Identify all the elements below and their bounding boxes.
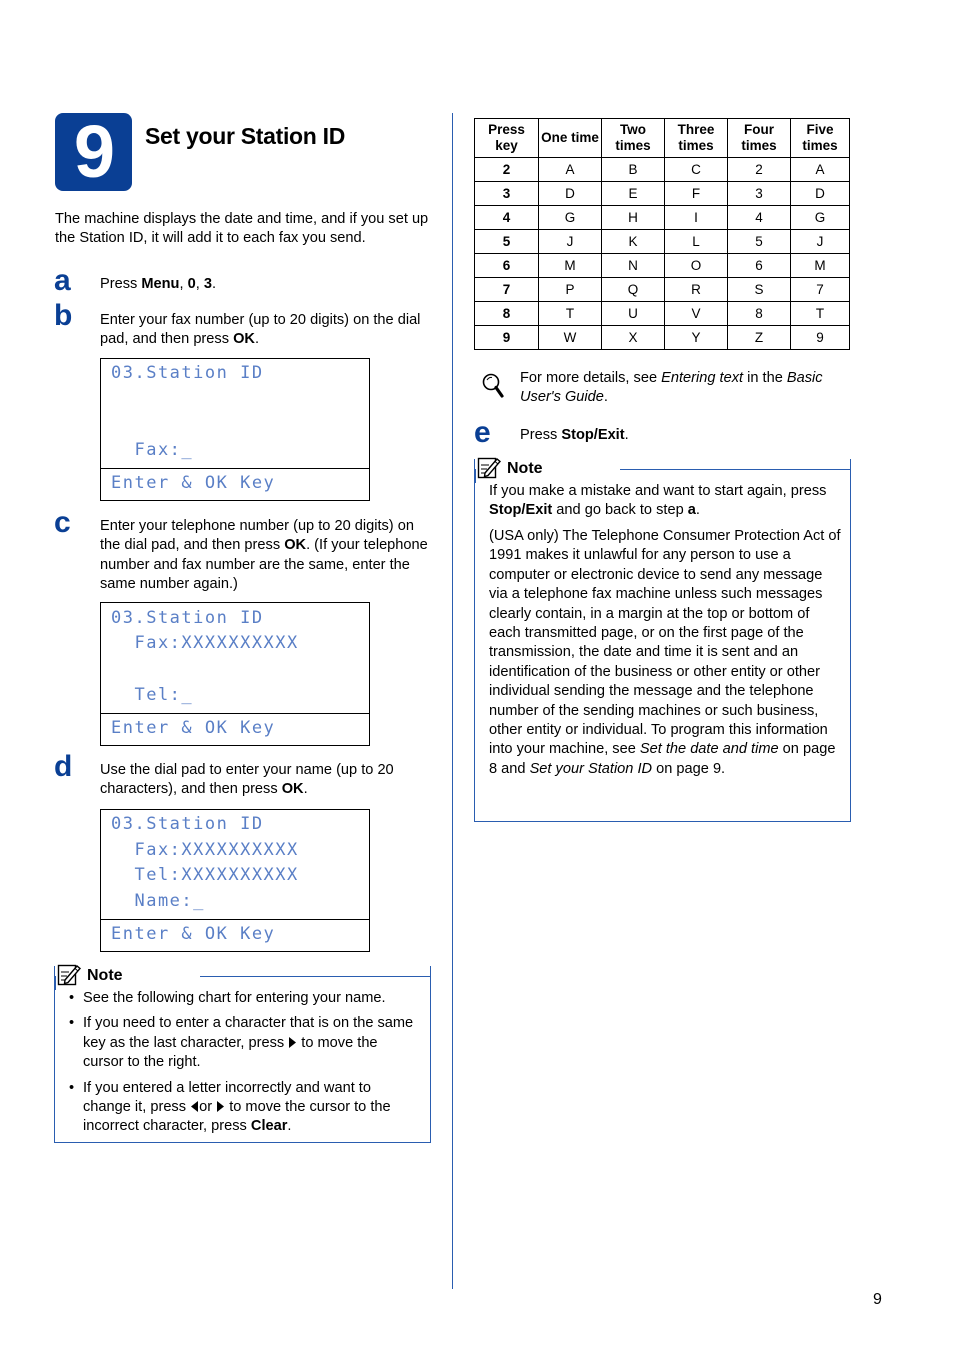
note-list-item: • If you entered a letter incorrectly and want to change it, press or to move the cursor to the incorrect character, press Clear. [69,1079,391,1135]
character-cell: J [791,230,850,254]
column-divider [452,113,453,1289]
table-row [475,182,850,206]
table-header-cell: Three times [665,119,728,158]
character-cell: 4 [728,206,791,230]
key-cell: 8 [475,302,539,326]
character-cell: M [539,254,602,278]
character-cell: C [665,158,728,182]
substep-b-letter: b [54,299,73,332]
lcd-line: Fax:XXXXXXXXXX [111,840,299,860]
character-cell: T [539,302,602,326]
character-cell: D [791,182,850,206]
lcd-line: Fax:XXXXXXXXXX [111,633,299,653]
character-cell: 5 [728,230,791,254]
character-cell: L [665,230,728,254]
character-entry-table [474,118,850,350]
character-cell: M [791,254,850,278]
character-cell: F [665,182,728,206]
table-header-cell: One time [539,119,602,158]
lcd-line: Fax:_ [111,440,194,460]
substep-a-text: Press Menu, 0, 3. [100,276,216,292]
character-cell: U [602,302,665,326]
character-cell: H [602,206,665,230]
substep-c-letter: c [54,506,71,539]
character-cell: K [602,230,665,254]
note-rule [200,976,430,977]
character-cell: 7 [791,278,850,302]
character-cell: V [665,302,728,326]
character-cell: T [791,302,850,326]
lcd-footer [101,919,369,951]
key-cell: 6 [475,254,539,278]
table-row [475,206,850,230]
table-row [475,302,850,326]
lcd-line: 03.Station ID [111,363,264,383]
character-cell: P [539,278,602,302]
note-rule [620,469,850,470]
character-cell: O [665,254,728,278]
note-box-left [54,966,431,1143]
key-cell: 4 [475,206,539,230]
character-cell: G [791,206,850,230]
substep-d-text: Use the dial pad to enter your name (up to 20 characters), and then press OK. [100,762,394,798]
character-cell: G [539,206,602,230]
note-list [57,989,422,1143]
lcd-footer-text: Enter & OK Key [111,718,276,738]
pencil-note-icon [57,962,81,986]
character-cell: Z [728,326,791,350]
table-header-cell: Four times [728,119,791,158]
character-cell: 2 [728,158,791,182]
character-cell: I [665,206,728,230]
character-cell: S [728,278,791,302]
note-paragraph: If you make a mistake and want to start again, press Stop/Exit and go back to step a. [489,483,827,519]
lcd-footer-text: Enter & OK Key [111,473,276,493]
character-cell: J [539,230,602,254]
note-list-item: • See the following chart for entering your name. [69,990,386,1006]
right-arrow-icon [216,1101,225,1112]
note-list-item: • If you need to enter a character that is on the same key as the last character, press to move the cursor to the right. [69,1015,414,1071]
table-row [475,278,850,302]
key-cell: 2 [475,158,539,182]
table-header-cell: Five times [791,119,850,158]
character-cell: E [602,182,665,206]
lcd-line: Tel:_ [111,685,194,705]
character-cell: N [602,254,665,278]
page-title: Set your Station ID [145,123,346,149]
table-header-cell: Two times [602,119,665,158]
note-box-right [474,459,851,822]
character-cell: Y [665,326,728,350]
lcd-display-name [100,809,370,952]
note-heading: Note [87,967,123,984]
table-row [475,230,850,254]
substep-b-text: Enter your fax number (up to 20 digits) on the dial pad, and then press OK. [100,312,421,348]
character-cell: 8 [728,302,791,326]
substep-d-letter: d [54,750,73,783]
note-title-row [475,459,850,483]
right-arrow-icon [288,1037,297,1048]
character-cell: R [665,278,728,302]
key-cell: 3 [475,182,539,206]
table-row [475,158,850,182]
lcd-footer [101,713,369,745]
substep-c-text: Enter your telephone number (up to 20 digits) on the dial pad, and then press OK. (If your telephone number and fax number are the same, enter the same number again.) [100,518,428,593]
note-title-row [55,966,430,990]
table-header-cell: Press key [475,119,539,158]
character-cell: W [539,326,602,350]
substep-a-letter: a [54,264,71,297]
step-number-badge: 9 [55,113,132,191]
tip-text: For more details, see Entering text in the Basic User's Guide. [520,370,823,406]
substep-e-letter: e [474,416,491,449]
key-cell: 7 [475,278,539,302]
character-cell: 6 [728,254,791,278]
lcd-footer-text: Enter & OK Key [111,924,276,944]
note-paragraph: (USA only) The Telephone Consumer Protection Act of 1991 makes it unlawful for any person to use a computer or electronic device to send any message via a telephone fax machine unless such messages clearly contain, in a margin at the top or bottom of each transmitted page, or on the first page of the transmission, the date and time it is sent and an identification of the business or other entity or other individual sending the message and the telephone number of the sending machines or such business, other entity or individual. To program this information into your machine, see Set the date and time on page 8 and Set your Station ID on page 9. [489,528,841,777]
pencil-note-icon [477,455,501,479]
character-cell: 3 [728,182,791,206]
intro-paragraph: The machine displays the date and time, and if you set up the Station ID, it will add it to each fax you send. [55,211,429,247]
lcd-display-tel [100,602,370,746]
table-row [475,326,850,350]
character-cell: A [539,158,602,182]
character-cell: Q [602,278,665,302]
table-header-row [475,119,850,158]
page-number: 9 [873,1291,882,1308]
character-cell: 9 [791,326,850,350]
substep-e-text: Press Stop/Exit. [520,427,629,443]
lcd-footer [101,468,369,500]
lcd-line: 03.Station ID [111,608,264,628]
table-row [475,254,850,278]
character-cell: A [791,158,850,182]
character-cell: D [539,182,602,206]
left-arrow-icon [190,1101,199,1112]
lcd-line: Tel:XXXXXXXXXX [111,865,299,885]
character-cell: B [602,158,665,182]
note-heading: Note [507,460,543,477]
character-cell: X [602,326,665,350]
lcd-display-fax [100,358,370,501]
key-cell: 5 [475,230,539,254]
magnifier-icon [481,372,505,402]
key-cell: 9 [475,326,539,350]
lcd-line: 03.Station ID [111,814,264,834]
lcd-line: Name:_ [111,891,205,911]
